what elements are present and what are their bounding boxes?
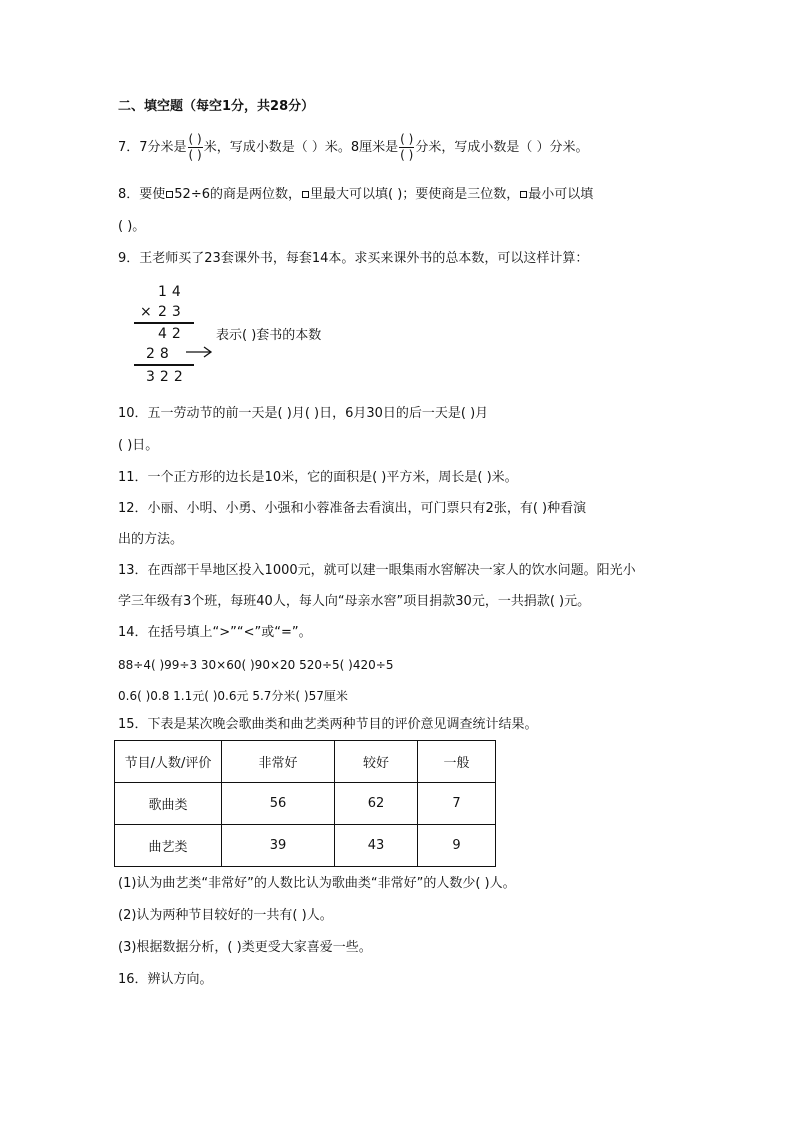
q7-fraction-1-numerator: ( ) <box>188 132 202 146</box>
blank-square-icon <box>520 191 527 198</box>
table-cell: 9 <box>418 825 496 867</box>
table-cell: 39 <box>222 825 335 867</box>
q7-fraction-2-denominator: ( ) <box>400 148 414 162</box>
table-cell: 56 <box>222 783 335 825</box>
q8-text-b: 52÷6的商是两位数， <box>174 187 301 202</box>
q7-fraction-1 <box>188 132 203 163</box>
product-result: 322 <box>146 369 188 385</box>
table-cell: 62 <box>335 783 418 825</box>
partial-product-1: 42 <box>158 326 186 342</box>
multiplication-rule-1 <box>134 322 194 324</box>
table-cell: 43 <box>335 825 418 867</box>
section-title: 二、填空题（每空1分，共28分） <box>118 99 315 114</box>
question-11: 11．一个正方形的边长是10米，它的面积是( )平方米，周长是( )米。 <box>118 470 518 485</box>
question-8-line-2: ( )。 <box>118 219 146 234</box>
q8-text-c: 里最大可以填( )；要使商是三位数， <box>310 187 520 202</box>
q7-fraction-1-denominator: ( ) <box>188 148 202 162</box>
table-header-cell: 节目/人数/评价 <box>115 741 222 783</box>
survey-table <box>114 740 496 867</box>
multiplier: 23 <box>158 304 186 320</box>
table-header-cell: 一般 <box>418 741 496 783</box>
question-12-line-1: 12．小丽、小明、小勇、小强和小蓉准备去看演出，可门票只有2张，有( )种看演 <box>118 501 587 516</box>
blank-square-icon <box>302 191 309 198</box>
blank-square-icon <box>166 191 173 198</box>
question-10-line-1: 10．五一劳动节的前一天是( )月( )日，6月30日的后一天是( )月 <box>118 406 489 421</box>
question-15-sub-3: (3)根据数据分析，( )类更受大家喜爱一些。 <box>118 940 372 955</box>
question-15-sub-1: (1)认为曲艺类“非常好”的人数比认为歌曲类“非常好”的人数少( )人。 <box>118 876 516 891</box>
q7-text-c: 分米，写成小数是（ ）分米。 <box>415 140 589 155</box>
partial-product-2: 28 <box>146 346 174 362</box>
table-row <box>115 825 496 867</box>
times-sign: × <box>140 304 152 320</box>
multiplicand: 14 <box>158 284 186 300</box>
q8-text-a: 8．要使 <box>118 187 166 202</box>
question-14-title: 14．在括号填上“>”“<”或“=”。 <box>118 625 312 640</box>
table-cell: 歌曲类 <box>115 783 222 825</box>
question-9-text: 9．王老师买了23套课外书，每套14本。求买来课外书的总本数，可以这样计算： <box>118 251 589 266</box>
question-15-title: 15．下表是某次晚会歌曲类和曲艺类两种节目的评价意见调查统计结果。 <box>118 717 538 732</box>
question-8-line-1 <box>118 186 593 204</box>
table-header-cell: 非常好 <box>222 741 335 783</box>
q7-fraction-2-numerator: ( ) <box>400 132 414 146</box>
q7-text-a: 7．7分米是 <box>118 140 187 155</box>
q7-text-b: 米，写成小数是（ ）米。8厘米是 <box>203 140 399 155</box>
question-14-row-2: 0.6( )0.8 1.1元( )0.6元 5.7分米( )57厘米 <box>118 689 348 703</box>
question-14-row-1: 88÷4( )99÷3 30×60( )90×20 520÷5( )420÷5 <box>118 658 394 672</box>
multiplication-rule-2 <box>134 364 194 366</box>
table-cell: 曲艺类 <box>115 825 222 867</box>
arrow-right-icon <box>184 344 214 360</box>
table-row <box>115 783 496 825</box>
question-13-line-1: 13．在西部干旱地区投入1000元，就可以建一眼集雨水窖解决一家人的饮水问题。阳光小 <box>118 563 636 578</box>
question-15-sub-2: (2)认为两种节目较好的一共有( )人。 <box>118 908 333 923</box>
q9-label: 表示( )套书的本数 <box>216 328 322 343</box>
question-10-line-2: ( )日。 <box>118 438 159 453</box>
table-header-cell: 较好 <box>335 741 418 783</box>
question-7 <box>118 130 588 166</box>
q8-text-d: 最小可以填 <box>528 187 594 202</box>
question-12-line-2: 出的方法。 <box>118 532 184 547</box>
q7-fraction-2 <box>399 132 414 163</box>
question-13-line-2: 学三年级有3个班，每班40人，每人向“母亲水窖”项目捐款30元，一共捐款( )元。 <box>118 594 591 609</box>
question-16: 16．辨认方向。 <box>118 972 213 987</box>
table-cell: 7 <box>418 783 496 825</box>
table-header-row <box>115 741 496 783</box>
